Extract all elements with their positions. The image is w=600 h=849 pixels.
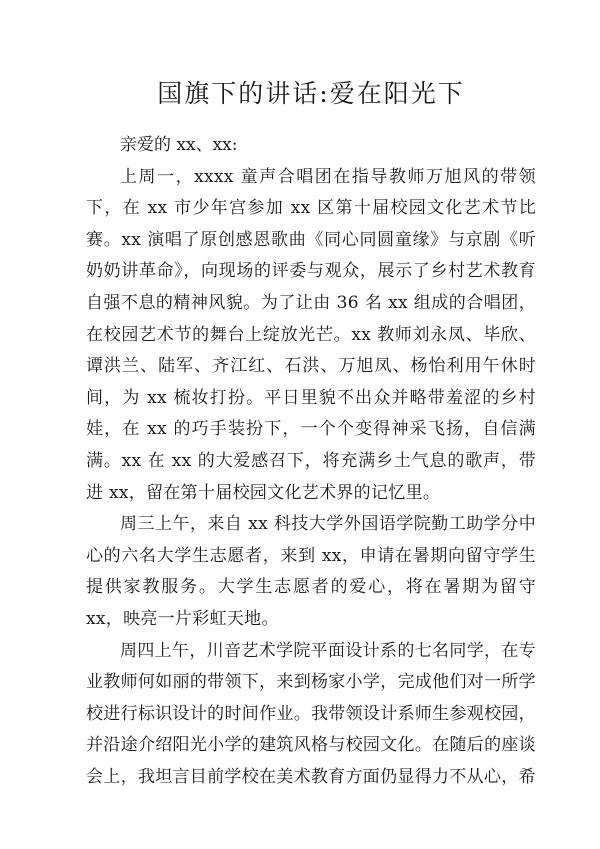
paragraph-2: 周三上午，来自 xx 科技大学外国语学院勤工助学分中心的六名大学生志愿者，来到 xx，申请在暑期向留守学生提供家教服务。大学生志愿者的爱心，将在暑期为留守 xx，映亮一片彩虹天地。 (86, 514, 536, 629)
greeting-line: 亲爱的 xx、xx: (120, 135, 238, 155)
paragraph-1: 上周一，xxxx 童声合唱团在指导教师万旭风的带领下，在 xx 市少年宫参加 xx 区第十届校园文化艺术节比赛。xx 演唱了原创感恩歌曲《同心同圆童缘》与京剧《听奶奶讲革命》，向现场的评委与观众，展示了乡村艺术教育自强不息的精神风貌。为了让由 36 名 xx 组成的合唱团，在校园艺术节的舞台上绽放光芒。xx 教师刘永凤、毕欣、谭洪兰、陆军、齐江红、石洪、万旭凤、杨怡利用午休时间，为 xx 梳妆打扮。平日里貌不出众并略带羞涩的乡村娃，在 xx 的巧手装扮下，一个个变得神采飞扬，自信满满。xx 在 xx 的大爱感召下，将充满乡土气息的歌声，带进 xx，留在第十届校园文化艺术界的记忆里。 (86, 166, 536, 503)
document-title: 国旗下的讲话:爱在阳光下 (157, 79, 465, 108)
paragraph-3: 周四上午，川音艺术学院平面设计系的七名同学，在专业教师何如丽的带领下，来到杨家小学，完成他们对一所学校进行标识设计的时间作业。我带领设计系师生参观校园，并沿途介绍阳光小学的建筑风格与校园文化。在随后的座谈会上，我坦言目前学校在美术教育方面仍显得力不从心，希 (86, 640, 536, 787)
